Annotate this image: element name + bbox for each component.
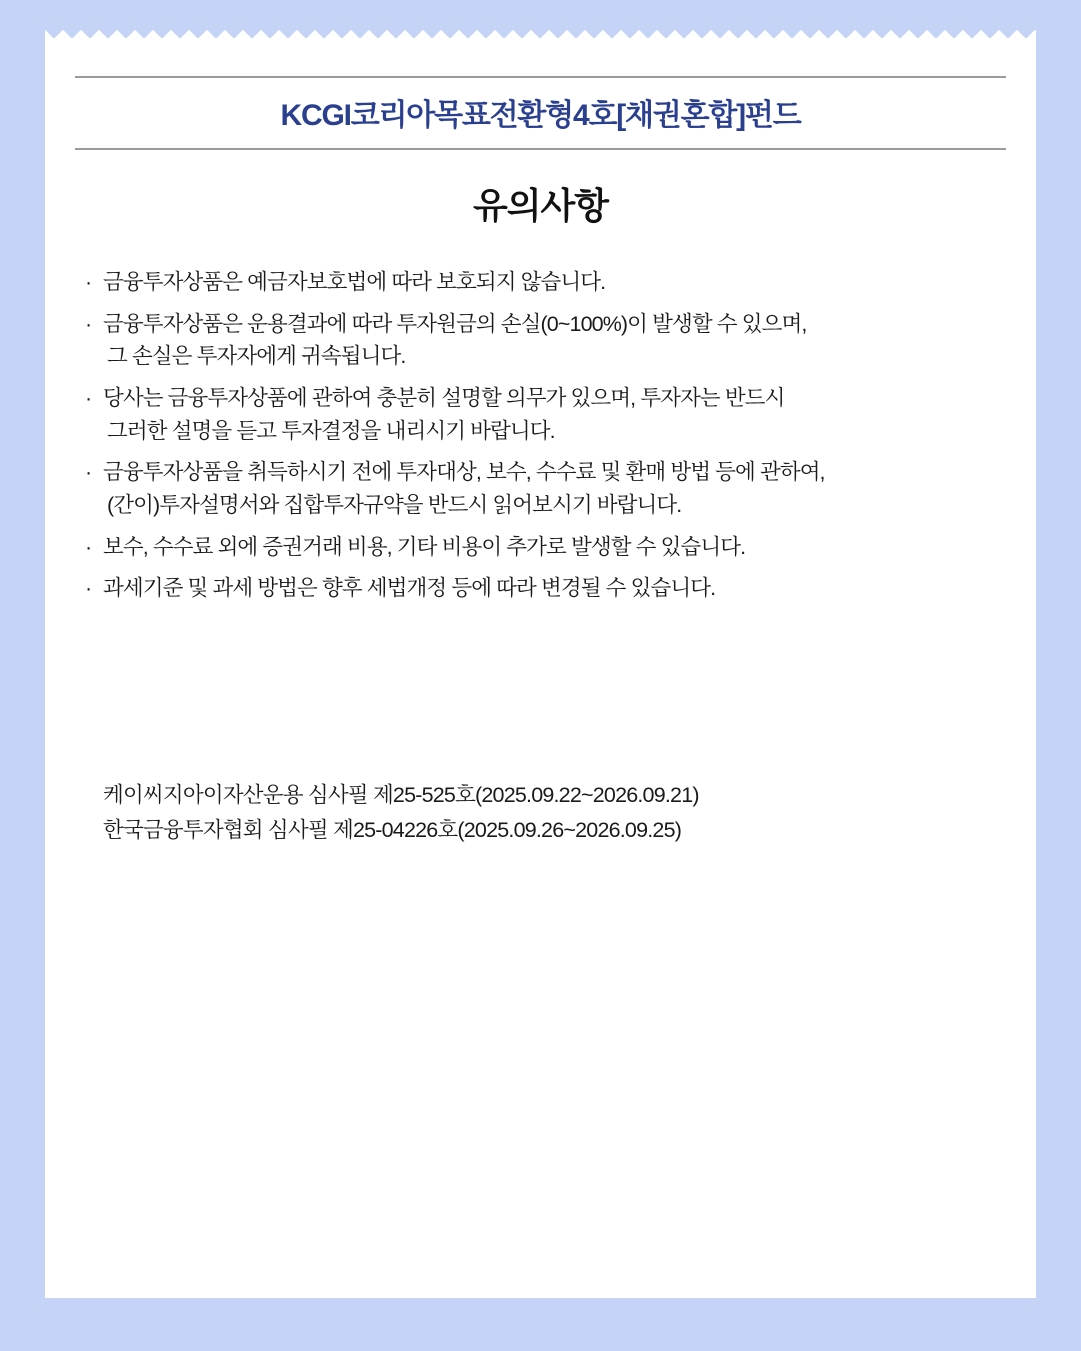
bullet-icon: · <box>85 386 92 411</box>
notice-text: 당사는 금융투자상품에 관하여 충분히 설명할 의무가 있으며, 투자자는 반드시 <box>103 386 785 411</box>
notice-text-continued: 그 손실은 투자자에게 귀속됩니다. <box>107 344 406 369</box>
notice-text: 금융투자상품은 예금자보호법에 따라 보호되지 않습니다. <box>103 270 606 294</box>
page-title: KCGI코리아목표전환형4호[채권혼합]펀드 <box>280 99 801 132</box>
document-page <box>45 38 1036 1298</box>
list-item <box>85 531 1005 564</box>
notice-text: 금융투자상품은 운용결과에 따라 투자원금의 손실(0~100%)이 발생할 수 있으며, <box>103 311 807 336</box>
bullet-icon: · <box>85 534 92 559</box>
list-item <box>85 382 1005 447</box>
list-item <box>85 308 1005 373</box>
bullet-icon: · <box>85 311 92 336</box>
section-heading: 유의사항 <box>472 185 609 226</box>
bullet-icon: · <box>85 576 92 601</box>
notice-text: 금융투자상품을 취득하시기 전에 투자대상, 보수, 수수료 및 환매 방법 등에 관하여, <box>103 460 825 485</box>
notice-text: 과세기준 및 과세 방법은 향후 세법개정 등에 따라 변경될 수 있습니다. <box>103 576 716 601</box>
list-item <box>85 266 1005 299</box>
approval-line: 케이씨지아이자산운용 심사필 제25-525호(2025.09.22~2026.09.21) <box>103 783 699 807</box>
notice-list <box>85 266 1005 614</box>
bullet-icon: · <box>85 460 92 485</box>
list-item <box>85 456 1005 521</box>
bullet-icon: · <box>85 270 92 294</box>
notice-text-continued: 그러한 설명을 듣고 투자결정을 내리시기 바랍니다. <box>107 418 555 443</box>
fund-title-block <box>75 76 1006 150</box>
approval-line: 한국금융투자협회 심사필 제25-04226호(2025.09.26~2026.09.25) <box>103 817 682 842</box>
approval-block <box>103 778 1003 848</box>
list-item <box>85 572 1005 605</box>
notice-text-continued: (간이)투자설명서와 집합투자규약을 반드시 읽어보시기 바랍니다. <box>107 493 682 518</box>
notice-text: 보수, 수수료 외에 증권거래 비용, 기타 비용이 추가로 발생할 수 있습니다. <box>103 534 746 559</box>
